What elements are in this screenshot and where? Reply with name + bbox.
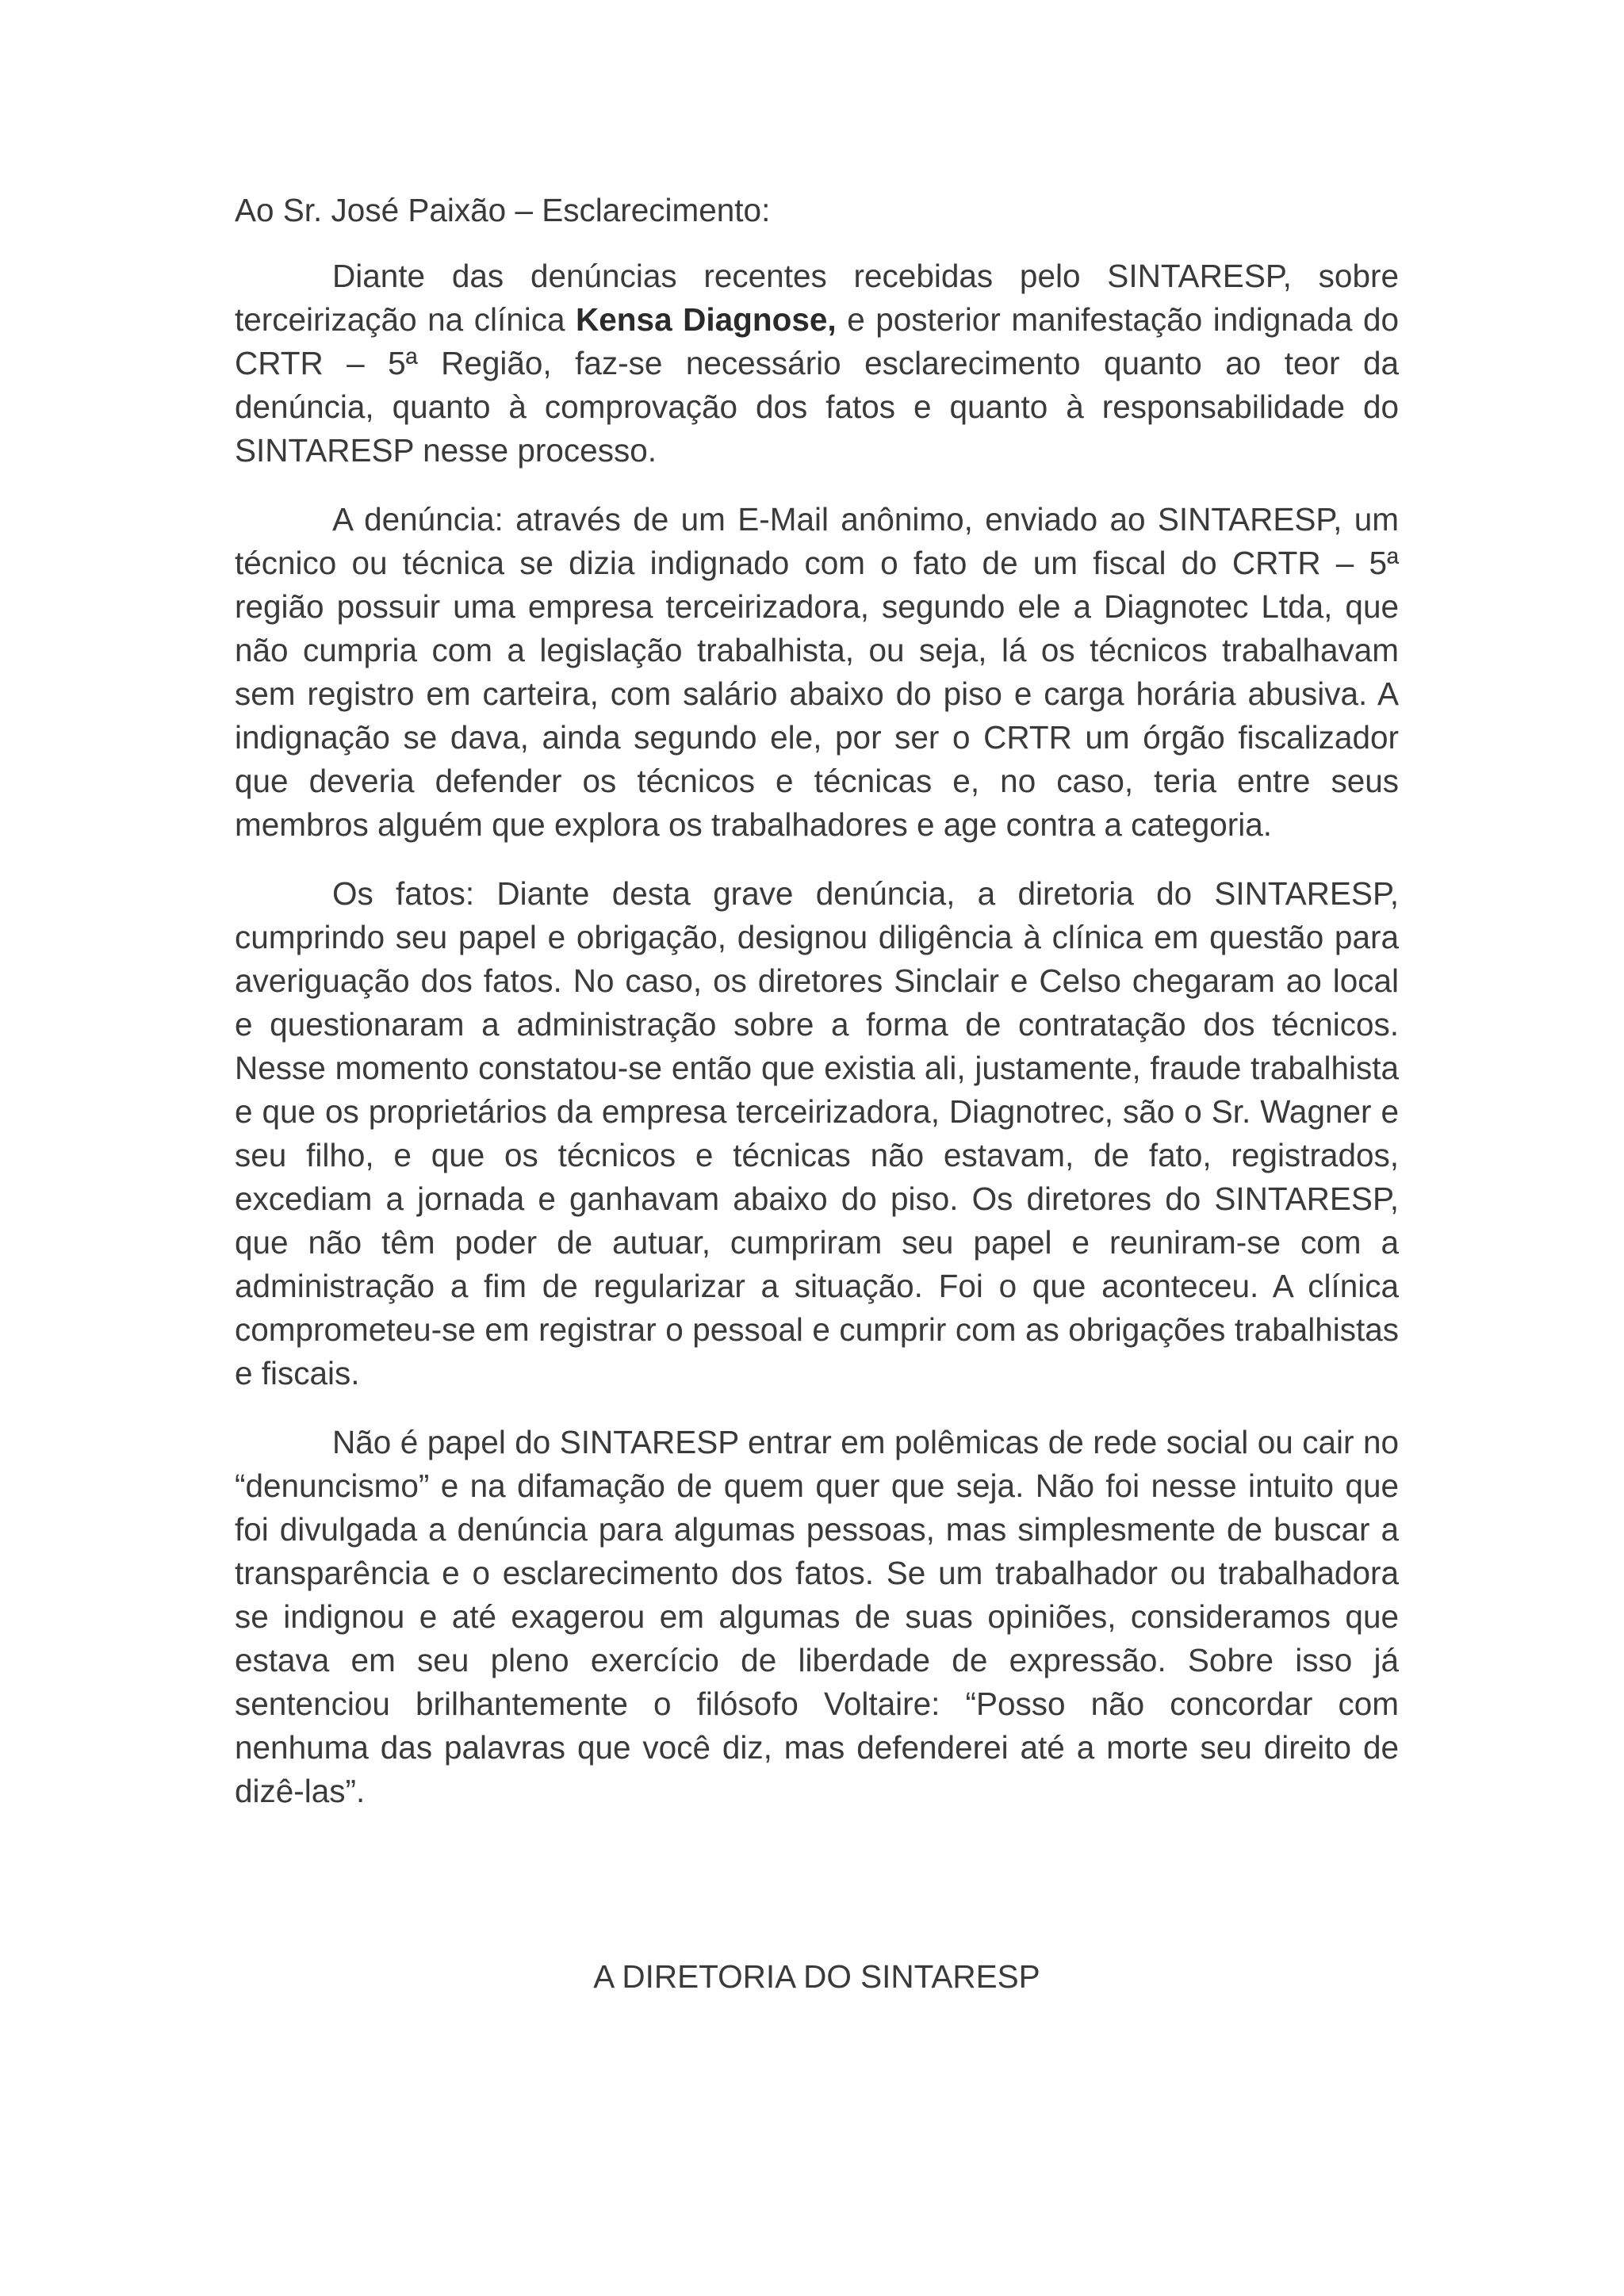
- paragraph-conclusion: Não é papel do SINTARESP entrar em polêmicas de rede social ou cair no “denuncismo” e na difamação de quem quer que seja. Não foi nesse intuito que foi divulgada a denúncia para algumas pessoas, mas simplesmente de buscar a transparência e o esclarecimento dos fatos. Se um trabalhador ou trabalhadora se indignou e até exagerou em algumas de suas opiniões, consideramos que estava em seu pleno exercício de liberdade de expressão. Sobre isso já sentenciou brilhantemente o filósofo Voltaire: “Posso não concordar com nenhuma das palavras que você diz, mas defenderei até a morte seu direito de dizê-las”.: [235, 1424, 1399, 1809]
- paragraph-introduction: [235, 254, 1399, 473]
- clinic-name: Kensa Diagnose,: [576, 301, 837, 338]
- paragraph-introduction-start: Diante das denúncias recentes recebidas pelo SINTARESP, sobre terceirização na clínica: [235, 258, 1399, 338]
- letter-body: [235, 189, 1399, 1839]
- paragraph-complaint: A denúncia: através de um E-Mail anônimo, enviado ao SINTARESP, um técnico ou técnica se dizia indignado com o fato de um fiscal do CRTR – 5ª região possuir uma empresa terceirizadora, segundo ele a Diagnotec Ltda, que não cumpria com a legislação trabalhista, ou seja, lá os técnicos trabalhavam sem registro em carteira, com salário abaixo do piso e carga horária abusiva. A indignação se dava, ainda segundo ele, por ser o CRTR um órgão fiscalizador que deveria defender os técnicos e técnicas e, no caso, teria entre seus membros alguém que explora os trabalhadores e age contra a categoria.: [235, 501, 1399, 843]
- letter-greeting: Ao Sr. José Paixão – Esclarecimento:: [235, 192, 771, 228]
- paragraph-facts: Os fatos: Diante desta grave denúncia, a diretoria do SINTARESP, cumprindo seu papel e obrigação, designou diligência à clínica em questão para averiguação dos fatos. No caso, os diretores Sinclair e Celso chegaram ao local e questionaram a administração sobre a forma de contratação dos técnicos. Nesse momento constatou-se então que existia ali, justamente, fraude trabalhista e que os proprietários da empresa terceirizadora, Diagnotrec, são o Sr. Wagner e seu filho, e que os técnicos e técnicas não estavam, de fato, registrados, excediam a jornada e ganhavam abaixo do piso. Os diretores do SINTARESP, que não têm poder de autuar, cumpriram seu papel e reuniram-se com a administração a fim de regularizar a situação. Foi o que aconteceu. A clínica comprometeu-se em registrar o pessoal e cumprir com as obrigações trabalhistas e fiscais.: [235, 875, 1399, 1391]
- letter-signature: A DIRETORIA DO SINTARESP: [593, 1957, 1040, 1995]
- paragraph-introduction-end: e posterior manifestação indignada do CRTR – 5ª Região, faz-se necessário esclarecimento quanto ao teor da denúncia, quanto à comprovação dos fatos e quanto à responsabilidade do SINTARESP nesse processo.: [235, 301, 1400, 469]
